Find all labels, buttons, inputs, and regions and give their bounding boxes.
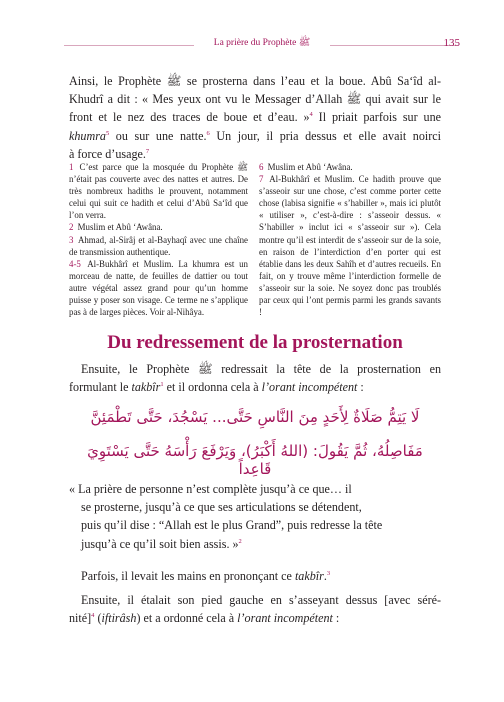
section-heading: Du redressement de la prosternation — [107, 332, 403, 353]
footnote-ref[interactable]: 7 — [145, 147, 150, 155]
term-takbir: takbîr — [294, 569, 324, 583]
text-span: nité] — [69, 611, 92, 626]
text-span: : — [332, 611, 340, 626]
paragraph-line — [69, 378, 441, 396]
paragraph-iftirash — [69, 591, 441, 627]
footnotes-column-left — [69, 161, 248, 318]
text-span: ou sur une natte. — [109, 128, 207, 143]
hadith-translation — [69, 480, 441, 553]
footnote-number: 6 — [259, 162, 264, 172]
text-span: Un jour, il pria dessus et elle avait noirci — [209, 128, 441, 143]
quote-line: se prosterne, jusqu’à ce que ses articulations se détendent, — [81, 500, 362, 515]
footnote-ref[interactable]: 4 — [91, 612, 95, 620]
running-header — [64, 36, 462, 52]
footnote — [69, 234, 248, 258]
page-number: 135 — [443, 37, 460, 49]
quote-line: « La prière de personne n’est complète jusqu’à ce que… il — [69, 482, 352, 496]
text-span: ( — [94, 611, 102, 626]
footnote-ref[interactable]: 4 — [309, 111, 313, 119]
footnote — [259, 161, 441, 173]
footnote — [69, 221, 248, 233]
text-span: Il priait parfois sur une — [312, 110, 441, 125]
arabic-hadith-line: لَا يَتِمُّ صَلَاةٌ لِأَحَدٍ مِنَ النَّاسِ حَتَّى... يَسْجُدَ، حَتَّى تَطْمَئِنَّ — [90, 408, 420, 426]
footnote-text: C’est parce que la mosquée du Prophète ﷺ n’était pas couverte avec des nattes et autres. De très nombreux hadiths le prouvent, notamment celui qui suit ce hadith et celui d’Abû Sa‘îd que l’on verra. — [69, 162, 249, 221]
footnote-text: Al-Bukhârî et Muslim. La khumra est un morceau de natte, de feuilles de dattier ou tout autre végétal assez grand pour qu’un homme puisse y poser son visage. Ce terme ne s’applique pas à de larges pièces. Voir al-Nihâya. — [69, 258, 248, 318]
footnotes-section — [69, 161, 441, 318]
footnote-ref[interactable]: 5 — [105, 129, 110, 137]
paragraph-intro-line — [69, 127, 441, 145]
footnote-ref[interactable]: 3 — [326, 570, 331, 577]
footnote-number: 3 — [69, 234, 74, 245]
footnote-text: Ahmad, al-Sirâj et al-Bayhaqî avec une chaîne de transmission authentique. — [69, 234, 248, 257]
term-iftirash: iftirâsh — [101, 611, 137, 626]
header-rule-right — [330, 45, 458, 46]
paragraph-line: Ensuite, il étalait son pied gauche en s’asseyant dessus [avec séré- — [81, 593, 441, 607]
term-khumra: khumra — [69, 128, 106, 143]
footnotes-column-right — [259, 161, 441, 318]
footnote-number: 4-5 — [69, 258, 81, 269]
paragraph-mains — [69, 567, 441, 585]
paragraph-intro-line — [69, 108, 441, 126]
running-title: La prière du Prophète ﷺ — [213, 38, 311, 48]
paragraph-intro-line: Khudrî a dit : « Mes yeux ont vu le Messager d’Allah ﷺ qui avait sur le — [69, 92, 442, 107]
footnote-ref[interactable]: 2 — [238, 537, 242, 545]
footnote-text: Al-Bukhârî et Muslim. Ce hadith prouve que s’asseoir sur une chose, c’est comme porter cette chose (labisa signifie « s’habiller », mais ici plutôt « utiliser », c’est-à-dire : s’asseoir dessus. « S’habiller » inclut ici « s’asseoir sur »). Cela montre qu’il est interdit de s’asseoir sur de la soie, en raison de l’interdiction d’en porter qui est établie dans les deux Sahîh et d’autres recueils. En fait, on y trouve même l’interdiction formelle de s’asseoir sur la soie. Ne soyez donc pas troublés par ceux qui l’ont permis parmi les grands savants ! — [259, 174, 441, 318]
paragraph-line: Ensuite, le Prophète ﷺ redressait la tête de la prosternation en — [81, 362, 441, 376]
term-takbir: takbîr — [131, 380, 161, 395]
arabic-hadith-line: مَفَاصِلُهُ، ثُمَّ يَقُولَ: (اللهُ أَكْبَرُ)، وَيَرْفَعَ رَأْسَهُ حَتَّى يَسْتَوِيَ قَاعِداً — [87, 442, 423, 478]
term-orant: l’orant incompétent — [261, 380, 358, 395]
footnote-text: Muslim et Abû ‘Awâna. — [267, 162, 353, 172]
text-span: à force d’usage. — [69, 146, 146, 161]
term-orant: l’orant incompétent — [237, 611, 333, 626]
footnote-ref[interactable]: 1 — [160, 381, 164, 389]
text-span: Parfois, il levait les mains en prononçant ce — [81, 569, 295, 583]
text-span: jusqu’à ce qu’il soit bien assis. » — [81, 536, 239, 551]
footnote — [69, 258, 248, 318]
paragraph-intro-line: Ainsi, le Prophète ﷺ se prosterna dans l’eau et la boue. Abû Sa‘îd al- — [69, 74, 441, 88]
paragraph-intro — [69, 72, 441, 163]
paragraph-redressement — [69, 360, 441, 396]
text-span: . — [323, 569, 327, 583]
footnote-number: 2 — [69, 222, 74, 233]
footnote-number: 1 — [69, 162, 74, 172]
text-span: front et le nez des traces de boue et d’eau. » — [69, 110, 310, 125]
text-span: et il ordonna cela à — [163, 380, 262, 395]
footnote — [259, 173, 441, 318]
footnote-ref[interactable]: 6 — [206, 129, 210, 137]
footnote-number: 7 — [259, 174, 264, 185]
paragraph-line — [69, 567, 441, 585]
quote-line: puis qu’il dise : “Allah est le plus Grand”, puis redresse la tête — [81, 518, 383, 533]
text-span: : — [357, 380, 364, 395]
paragraph-line — [69, 609, 441, 627]
header-rule-left — [64, 45, 194, 46]
footnote-text: Muslim et Abû ‘Awâna. — [77, 222, 163, 233]
quote-line — [69, 535, 441, 553]
text-span: ) et a ordonné cela à — [136, 611, 238, 626]
text-span: formulant le — [69, 380, 132, 395]
footnote — [69, 161, 248, 221]
